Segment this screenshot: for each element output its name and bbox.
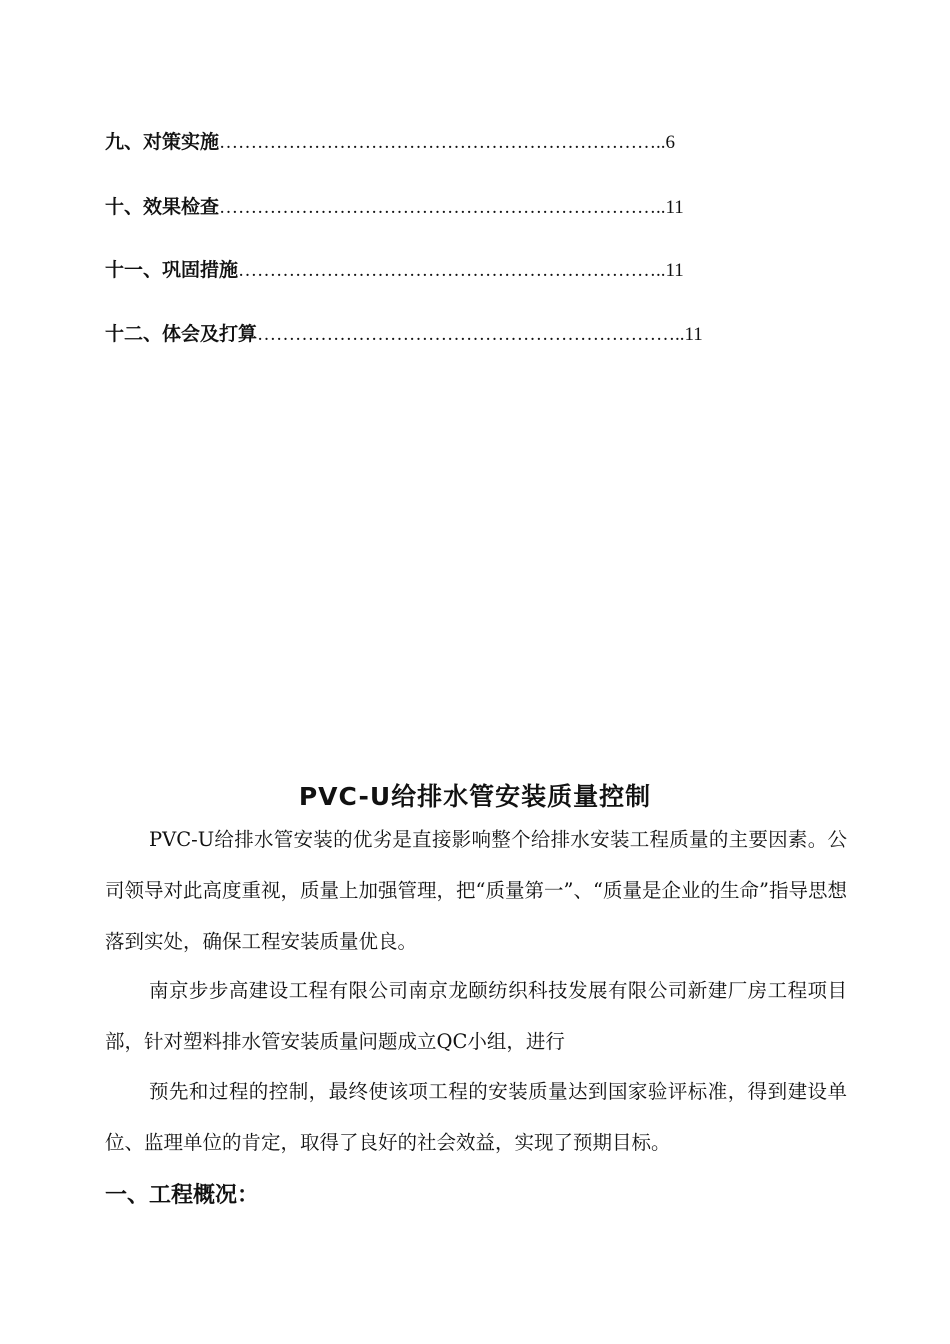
body-paragraph: PVC-U给排水管安装的优劣是直接影响整个给排水安装工程质量的主要因素。公司领导对此高度重视，质量上加强管理，把“质量第一”、“质量是企业的生命”指导思想落到实处，确保工程安装质量优良。 [105, 828, 847, 953]
toc-item-label: 十一、巩固措施 [105, 259, 239, 281]
body-paragraph: 预先和过程的控制，最终使该项工程的安装质量达到国家验评标准，得到建设单位、监理单位的肯定，取得了良好的社会效益，实现了预期目标。 [105, 1080, 847, 1154]
toc-item[interactable] [105, 319, 703, 349]
toc-item-label: 九、对策实施 [105, 131, 220, 153]
toc-item-label: 十、效果检查 [105, 196, 220, 218]
document-title: PVC-U给排水管安装质量控制 [298, 781, 652, 811]
toc-item-page: …………………………..11 [485, 324, 703, 345]
toc-item[interactable] [105, 127, 675, 157]
toc-item-leader: ……………………………… [257, 324, 486, 345]
toc-item-page: ..11 [656, 260, 684, 281]
toc-item-page: ..6 [656, 132, 676, 153]
toc-item-leader: ………………………………………………………… [238, 260, 657, 281]
toc-item[interactable] [105, 192, 684, 222]
body-paragraph: 南京步步高建设工程有限公司南京龙颐纺织科技发展有限公司新建厂房工程项目部，针对塑料排水管安装质量问题成立QC小组，进行 [105, 979, 847, 1053]
section-heading: 一、工程概况： [105, 1183, 260, 1208]
toc-item[interactable] [105, 255, 684, 285]
toc-item-leader: …………………………………………………………… [219, 197, 657, 218]
toc-item-leader: …………………………………………………………… [219, 132, 657, 153]
toc-item-page: ..11 [656, 197, 684, 218]
toc-item-label: 十二、体会及打算 [105, 323, 258, 345]
